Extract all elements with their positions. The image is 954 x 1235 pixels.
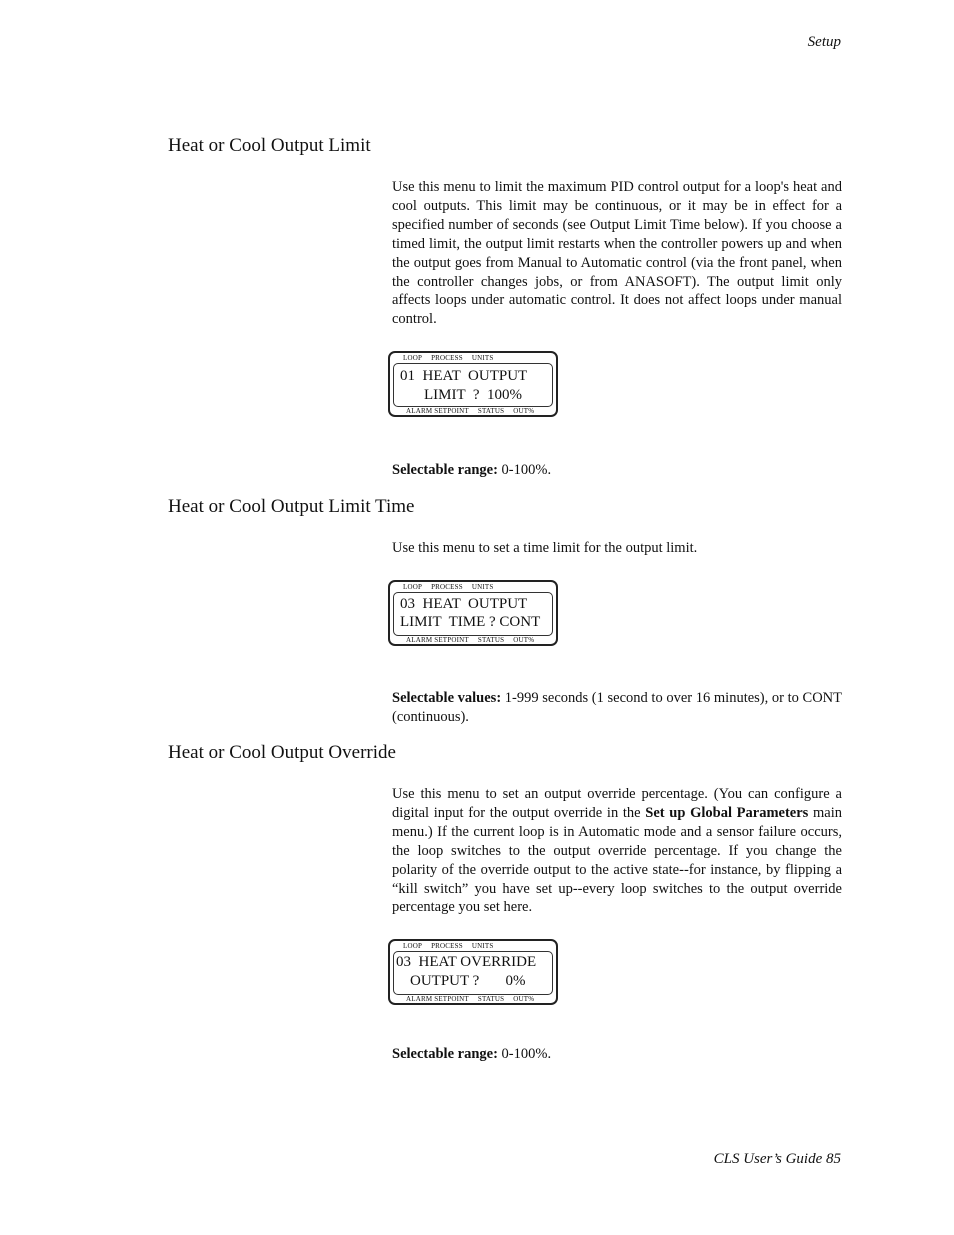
note-label: Selectable range: [392,462,498,478]
lcd-label-units: UNITS [471,942,494,950]
lcd-label-units: UNITS [471,583,494,591]
note-text: 0-100%. [497,462,552,478]
lcd-display-output-override [388,939,558,1005]
lcd-label-loop: LOOP [403,942,423,950]
running-footer: CLS User’s Guide 85 [713,1151,841,1167]
lcd-label-status: STATUS [477,407,505,415]
section-paragraph-output-limit: Use this menu to limit the maximum PID control output for a loop's heat and cool outputs. This limit may be continuous, or it may be in effect for a specified number of seconds (see Output Limit Time below). If you choose a timed limit, the output limit restarts when the controller powers up and when the output goes from Manual to Automatic control (via the front panel, when the controller changes jobs, or from ANASOFT). The output limit only affects loops under automatic control. It does not affect loops under manual control. [392,179,842,328]
lcd-label-alarm-setpoint: ALARM SETPOINT [406,995,469,1003]
paragraph-text: main menu.) If the current loop is in Automatic mode and a sensor failure occurs, the loop switches to the output override percentage. If you change the polarity of the override output to the active state--for instance, by flipping a “kill switch” you have set up--every loop switches to the output override percentage you set here. [392,804,842,916]
note-label: Selectable range: [392,1046,498,1062]
lcd-label-loop: LOOP [403,583,423,591]
lcd-label-status: STATUS [477,636,505,644]
section-title-output-limit: Heat or Cool Output Limit [168,135,371,156]
lcd-bottom-labels [406,636,543,644]
running-header: Setup [807,34,841,50]
lcd-line-2: LIMIT TIME ? CONT [400,614,541,630]
lcd-label-loop: LOOP [403,354,423,362]
lcd-top-labels [403,354,502,362]
lcd-bottom-labels [406,995,543,1003]
lcd-screen [393,363,553,407]
lcd-label-process: PROCESS [431,942,463,950]
section-title-output-limit-time: Heat or Cool Output Limit Time [168,496,415,517]
lcd-line-2: OUTPUT ? 0% [410,973,526,989]
paragraph-text: Use this menu to set an output override percentage. (You can configure a digital input for the output override in the [392,786,842,821]
lcd-top-labels [403,942,502,950]
section-title-output-override: Heat or Cool Output Override [168,742,396,763]
note-text: 0-100%. [497,1046,552,1062]
lcd-line-1: 03 HEAT OVERRIDE [396,954,537,970]
lcd-label-status: STATUS [477,995,505,1003]
paragraph-bold-menu-name: Set up Global Parameters [645,804,809,821]
lcd-display-output-limit-time [388,580,558,646]
section-paragraph-output-override [392,785,842,917]
lcd-display-output-limit [388,351,558,417]
lcd-line-2: LIMIT ? 100% [424,387,523,403]
lcd-top-labels [403,583,502,591]
section-paragraph-output-limit-time: Use this menu to set a time limit for the output limit. [392,540,698,556]
lcd-screen [393,951,553,995]
lcd-label-out: OUT% [513,407,535,415]
note-label: Selectable values: [392,690,502,706]
selectable-range-note [392,461,842,480]
lcd-label-alarm-setpoint: ALARM SETPOINT [406,407,469,415]
lcd-line-1: 01 HEAT OUTPUT [400,368,528,384]
selectable-range-note-override [392,1045,842,1064]
lcd-label-alarm-setpoint: ALARM SETPOINT [406,636,469,644]
lcd-line-1: 03 HEAT OUTPUT [400,596,528,612]
lcd-label-out: OUT% [513,995,535,1003]
lcd-label-out: OUT% [513,636,535,644]
lcd-bottom-labels [406,407,543,415]
lcd-label-process: PROCESS [431,354,463,362]
lcd-screen [393,592,553,636]
selectable-values-note [392,689,842,727]
lcd-label-units: UNITS [471,354,494,362]
lcd-label-process: PROCESS [431,583,463,591]
note-text: 1-999 seconds (1 second to over 16 minutes), or to CONT (continuous). [392,690,842,725]
